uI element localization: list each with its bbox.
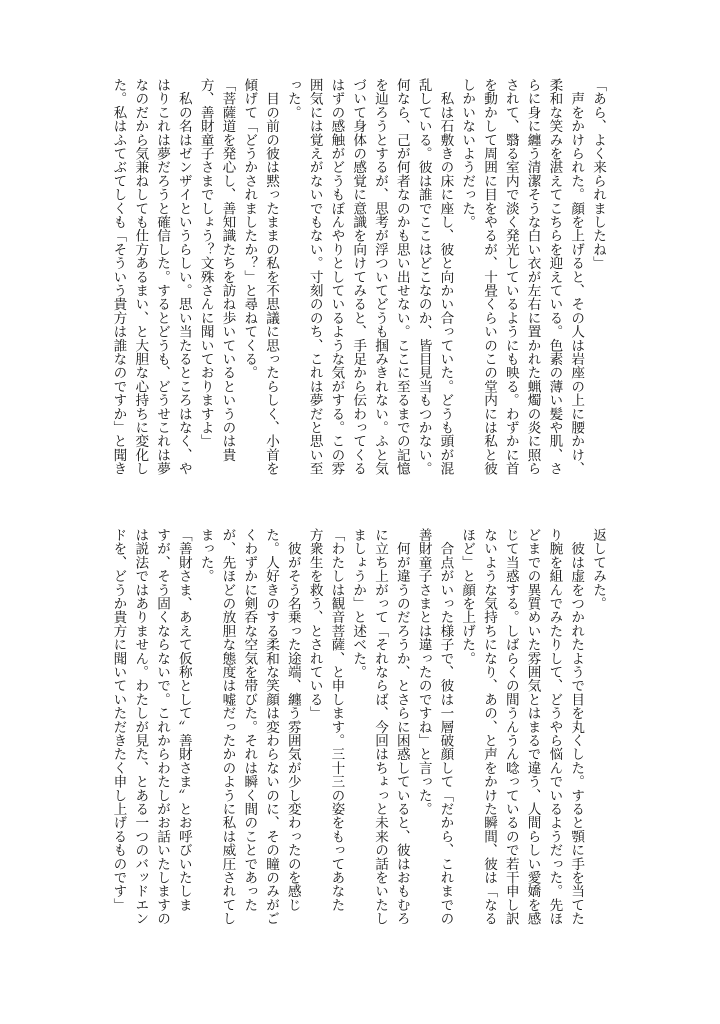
text-line: 傾げて「どうかされましたか？」と尋ねてくる。: [241, 78, 258, 380]
text-line: はずの感触がどうもぼんやりとしているような気がする。この雰: [328, 78, 345, 476]
text-line: 合点がいった様子で、彼は一層破顔して「だから、これまでの: [437, 528, 454, 926]
text-line: り腕を組んでみたりして、どうやら悩んでいるようだった。先ほ: [546, 528, 563, 926]
text-line: った。: [284, 78, 301, 120]
text-line: 囲気には覚えがないでもない。寸刻ののち、これは夢だと思い至: [306, 78, 323, 476]
text-line: ないような気持ちになり、あの、と声をかけた瞬間、彼は「なる: [481, 528, 498, 926]
text-line: 何なら、己が何者なのかも思い出せない。ここに至るまでの記憶: [393, 78, 410, 476]
text-line: 乱している。彼は誰でここはどこなのか、皆目見当もつかない。: [415, 78, 432, 476]
text-line: ドを、どうか貴方に聞いていただきたく申し上げるものです」: [110, 528, 127, 912]
text-line: 声をかけられた。顔を上げると、その人は岩座の上に腰かけ、: [568, 78, 585, 476]
text-line: づいて身体の感覚に意識を向けてみると、手足から伝わってくる: [350, 78, 367, 476]
text-line: ほど」と顔を上げた。: [459, 528, 476, 665]
text-line: 私は石敷きの床に座し、彼と向かい合っていた。どうも頭が混: [437, 78, 454, 476]
text-line: に立ち上がって「それならば、今回はちょっと未来の話をいたし: [372, 528, 389, 926]
text-line: ましょうか」と述べた。: [350, 528, 367, 679]
text-line: 私の名はゼンザイというらしい。思い当たるところはなく、や: [175, 78, 192, 476]
text-line: 方、善財童子さまでしょう？文殊さんに聞いておりますよ」: [197, 78, 214, 448]
text-line: た。人好きのする柔和な笑顔は変わらないのに、その瞳のみがご: [263, 528, 280, 926]
text-line: まった。: [197, 528, 214, 583]
text-line: 彼は虚をつかれたようで目を丸くした。すると顎に手を当てた: [568, 528, 585, 926]
text-line: 「菩薩道を発心し、善知識たちを訪ね歩いているというのは貴: [219, 78, 236, 462]
text-line: どまでの異質めいた雰囲気とはまるで違う、人間らしい愛嬌を感: [524, 528, 541, 926]
text-line: 返してみた。: [590, 528, 606, 611]
text-line: は説法ではありません。わたしが見た、とある一つのバッドエン: [132, 528, 149, 926]
text-line: はりこれは夢だろうと確信した。するとどうも、どうせこれは夢: [154, 78, 171, 476]
text-line: 柔和な笑みを湛えてこちらを迎えている。色素の薄い髪や肌、さ: [546, 78, 563, 476]
text-block-top: [107, 78, 608, 480]
text-line: くわずかに剣呑な空気を帯びた。それは瞬く間のことであった: [241, 528, 258, 912]
text-line: 目の前の彼は黙ったままの私を不思議に思ったらしく、小首を: [263, 78, 280, 476]
text-line: 何が違うのだろうか、とさらに困惑していると、彼はおもむろ: [393, 528, 410, 926]
text-line: しかいないようだった。: [459, 78, 476, 229]
text-line: なのだから気兼ねしても仕方あるまい、と大胆な心持ちに変化し: [132, 78, 149, 476]
text-line: 「わたしは観音菩薩、と申します。三十三の姿をもってあなた: [328, 528, 345, 912]
text-line: じて当惑する。しばらくの間うんうん唸っているので若干申し訳: [502, 528, 519, 926]
text-line: 「あら、よく来られましたね」: [590, 78, 606, 270]
text-line: 善財童子さまとは違ったのですね」と言った。: [415, 528, 432, 816]
text-line: 方衆生を救う、とされている」: [306, 528, 323, 720]
text-line: が、先ほどの放胆な態度は嘘だったかのように私は威圧されてし: [219, 528, 236, 926]
text-line: を動かして周囲に目をやるが、十畳くらいのこの堂内には私と彼: [481, 78, 498, 476]
text-line: を辿ろうとするが、思考が浮ついてどうも掴みきれない。ふと気: [372, 78, 389, 476]
text-line: 「善財さま、あえて仮称として〟善財さま〟とお呼びいたしま: [175, 528, 192, 912]
text-line: 彼がそう名乗った途端、纏う雰囲気が少し変わったのを感じ: [284, 528, 301, 912]
text-line: されて、翳る室内で淡く発光しているようにも映る。わずかに首: [502, 78, 519, 476]
text-block-bottom: [107, 528, 608, 930]
text-line: すが、そう固くならないで。これからわたしがお話いたしますの: [154, 528, 171, 926]
text-line: らに身に纏う清潔そうな白い衣が左右に置かれた蝋燭の炎に照ら: [524, 78, 541, 476]
text-line: た。私はふてぶてしくも「そういう貴方は誰なのですか」と聞き: [110, 78, 127, 476]
